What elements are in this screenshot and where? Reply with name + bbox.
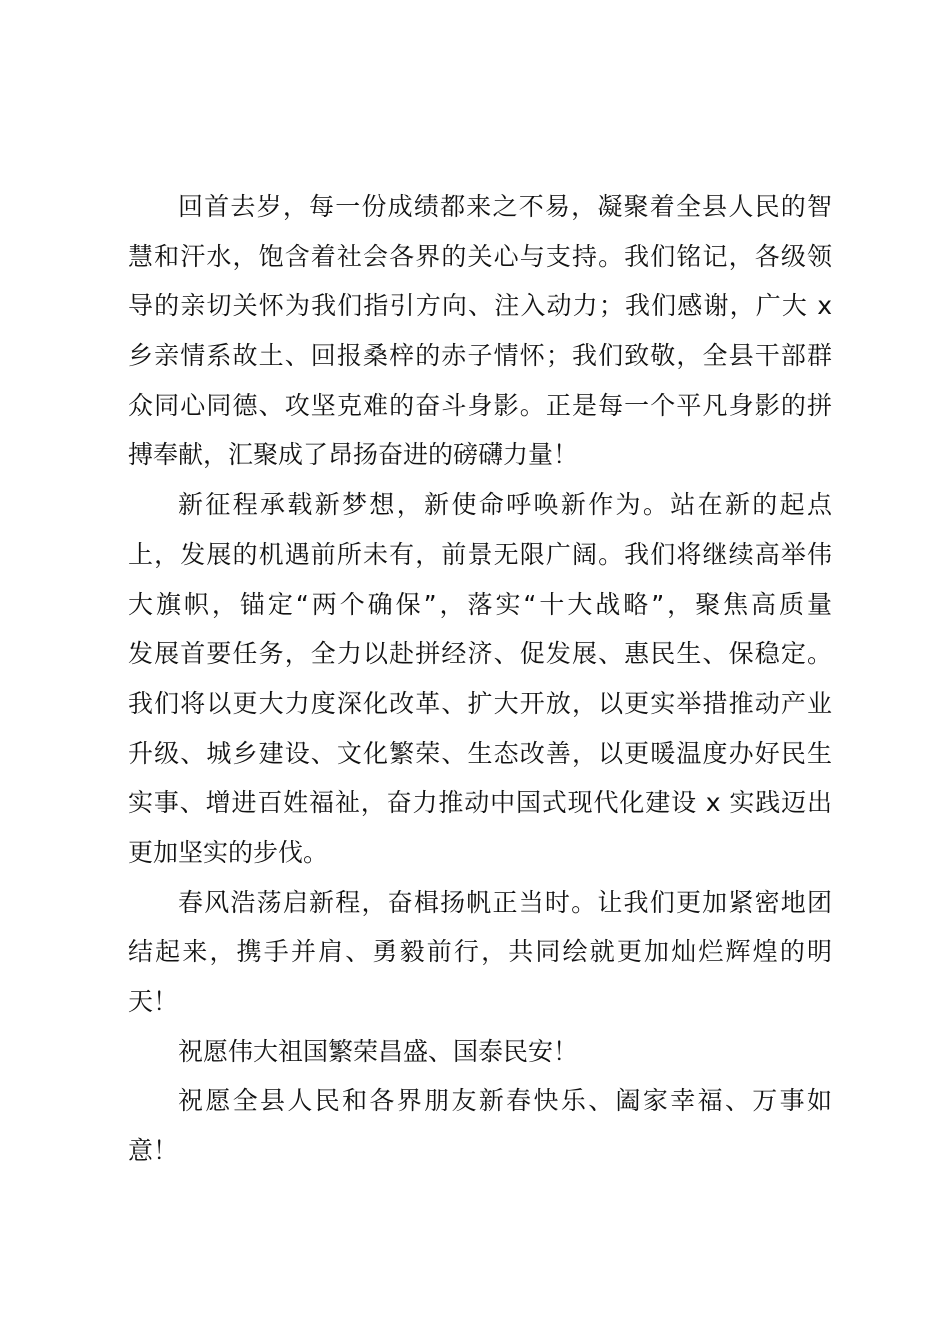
text-line: 天！	[128, 987, 179, 1016]
paragraph	[128, 878, 832, 1027]
document-page	[128, 182, 832, 1176]
paragraph	[128, 182, 832, 480]
text-line: 意！	[128, 1136, 179, 1166]
paragraph	[128, 1076, 832, 1175]
paragraph	[128, 1027, 832, 1077]
text-line: 升级、城乡建设、文化繁荣、生态改善，以更暖温度办好民生	[128, 738, 832, 768]
text-line: 乡亲情系故土、回报桑梓的赤子情怀；我们致敬，全县干部群	[128, 341, 832, 371]
text-line: 春风浩荡启新程，奋楫扬帆正当时。让我们更加紧密地团	[178, 887, 832, 917]
text-line: 导的亲切关怀为我们指引方向、注入动力；我们感谢，广大 x	[128, 291, 832, 321]
text-line: 回首去岁，每一份成绩都来之不易，凝聚着全县人民的智	[178, 192, 832, 221]
text-line: 祝愿全县人民和各界朋友新春快乐、阖家幸福、万事如	[178, 1086, 832, 1116]
text-line: 更加坚实的步伐。	[128, 837, 329, 867]
text-line: 实事、增进百姓福祉，奋力推动中国式现代化建设 x 实践迈出	[128, 788, 832, 818]
paragraph	[128, 480, 832, 878]
text-line: 祝愿伟大祖国繁荣昌盛、国泰民安！	[178, 1036, 579, 1066]
text-line: 搏奉献，汇聚成了昂扬奋进的磅礴力量！	[128, 440, 579, 470]
text-line: 结起来，携手并肩、勇毅前行，共同绘就更加灿烂辉煌的明	[128, 937, 832, 967]
text-line: 发展首要任务，全力以赴拼经济、促发展、惠民生、保稳定。	[128, 639, 832, 669]
text-line: 新征程承载新梦想，新使命呼唤新作为。站在新的起点	[178, 490, 832, 520]
text-line: 大旗帜，锚定“两个确保”，落实“十大战略”，聚焦高质量	[128, 589, 832, 619]
text-line: 众同心同德、攻坚克难的奋斗身影。正是每一个平凡身影的拼	[128, 390, 832, 420]
text-line: 上，发展的机遇前所未有，前景无限广阔。我们将继续高举伟	[128, 539, 832, 569]
text-line: 我们将以更大力度深化改革、扩大开放，以更实举措推动产业	[128, 688, 832, 718]
text-line: 慧和汗水，饱含着社会各界的关心与支持。我们铭记，各级领	[128, 241, 832, 271]
